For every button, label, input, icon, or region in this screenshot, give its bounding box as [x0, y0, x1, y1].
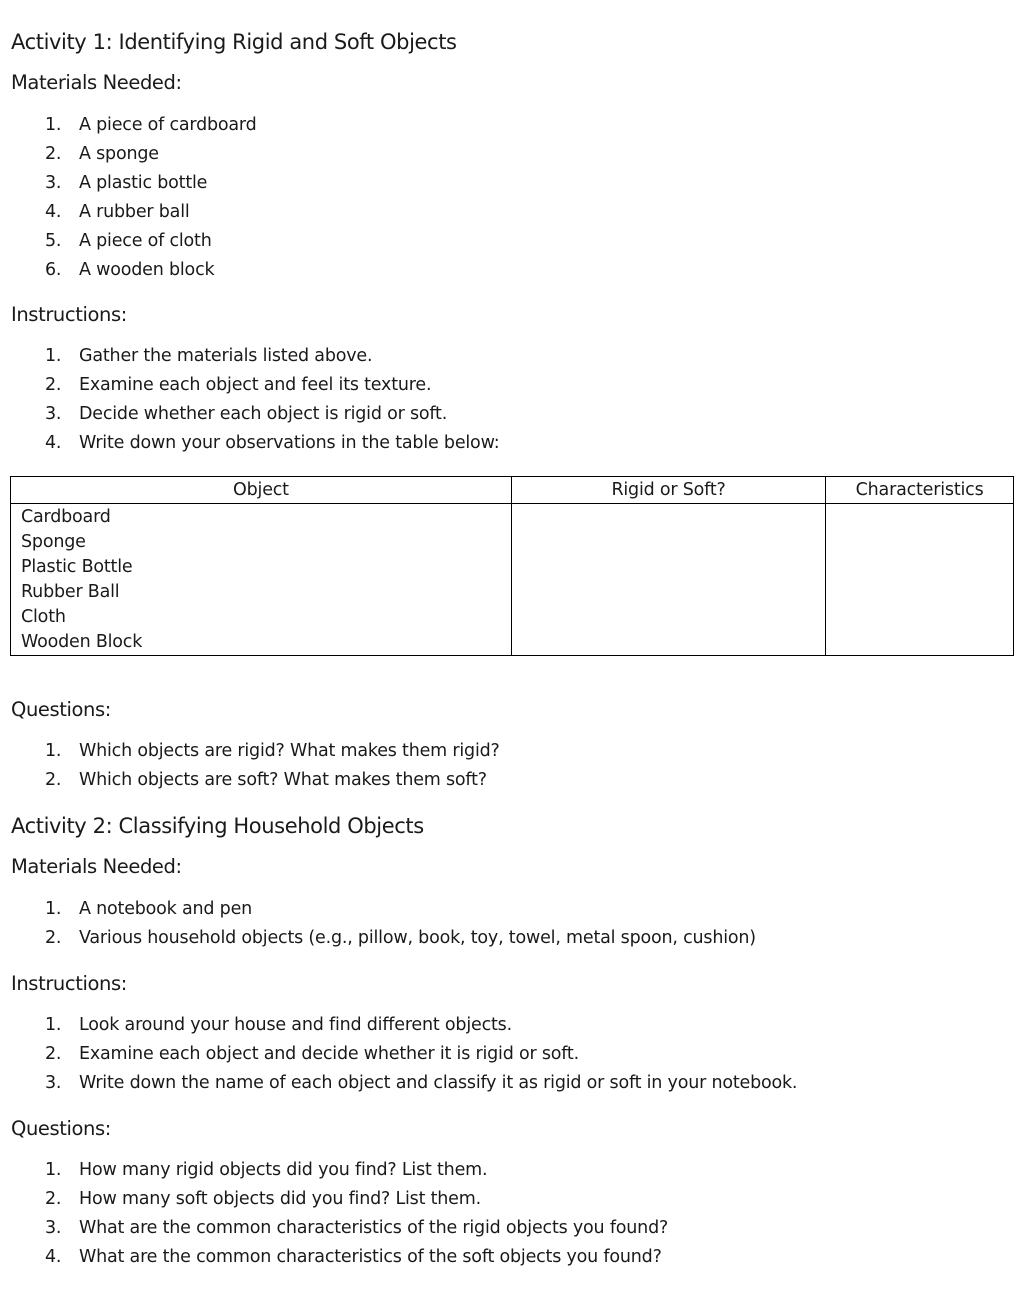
activity-1-materials-heading: Materials Needed:	[11, 71, 182, 94]
object-name: Cardboard	[21, 507, 111, 527]
activity-1-instructions-heading: Instructions:	[11, 303, 127, 326]
object-names-cell	[11, 504, 512, 656]
activity-2-materials-heading: Materials Needed:	[11, 855, 182, 878]
activity-2-instructions-heading: Instructions:	[11, 972, 127, 995]
object-name: Wooden Block	[21, 632, 143, 652]
object-name: Cloth	[21, 607, 66, 627]
object-name: Sponge	[21, 532, 86, 552]
column-header-object: Object	[11, 477, 512, 504]
column-header-characteristics: Characteristics	[826, 477, 1014, 504]
observations-table	[10, 476, 1014, 656]
activity-2-title: Activity 2: Classifying Household Objects	[11, 814, 424, 838]
table-header-row	[11, 477, 1014, 504]
activity-1-questions-heading: Questions:	[11, 698, 111, 721]
object-name: Rubber Ball	[21, 582, 120, 602]
column-header-rigid-or-soft: Rigid or Soft?	[511, 477, 825, 504]
activity-1-title: Activity 1: Identifying Rigid and Soft Objects	[11, 30, 457, 54]
characteristics-cell[interactable]	[826, 504, 1014, 656]
object-name: Plastic Bottle	[21, 557, 133, 577]
table-row	[11, 504, 1014, 656]
worksheet-page: Activity 1: Identifying Rigid and Soft Objects Materials Needed: 1. A piece of cardboard 2. A sponge 3. A plastic bottle 4. A rubber ball 5. A piece of cloth 6. A wooden block Instructions: 1. Gather the materials listed above. 2. Examine each object and feel its texture. 3. Decide whether each object is rigid or soft. 4. Write down your observations in the table below: Object Rigid or Soft? Characteristics Cardboard Sponge Plastic Bottle Rubber Ball Cloth Wooden Block Questions: 1. Which objects are rigid? What makes them rigid? 2. Which objects are soft? What makes them soft? Activity 2: Classifying Household Objects Materials Needed: 1. A notebook and pen 2. Various household objects (e.g., pillow, book, toy, towel, metal spoon, cushion) Instructions: 1. Look around your house and find different objects. 2. Examine each object and decide whether it is rigid or soft. 3. Write down the name of each object and classify it as rigid or soft in your notebook. Questions: 1. How many rigid objects did you find? List them. 2. How many soft objects did you find? List them. 3. What are the common characteristics of the rigid objects you found? 4. What are the common characteristics of the soft objects you found?	[0, 0, 1017, 1289]
activity-2-questions-heading: Questions:	[11, 1117, 111, 1140]
rigid-or-soft-cell[interactable]	[511, 504, 825, 656]
